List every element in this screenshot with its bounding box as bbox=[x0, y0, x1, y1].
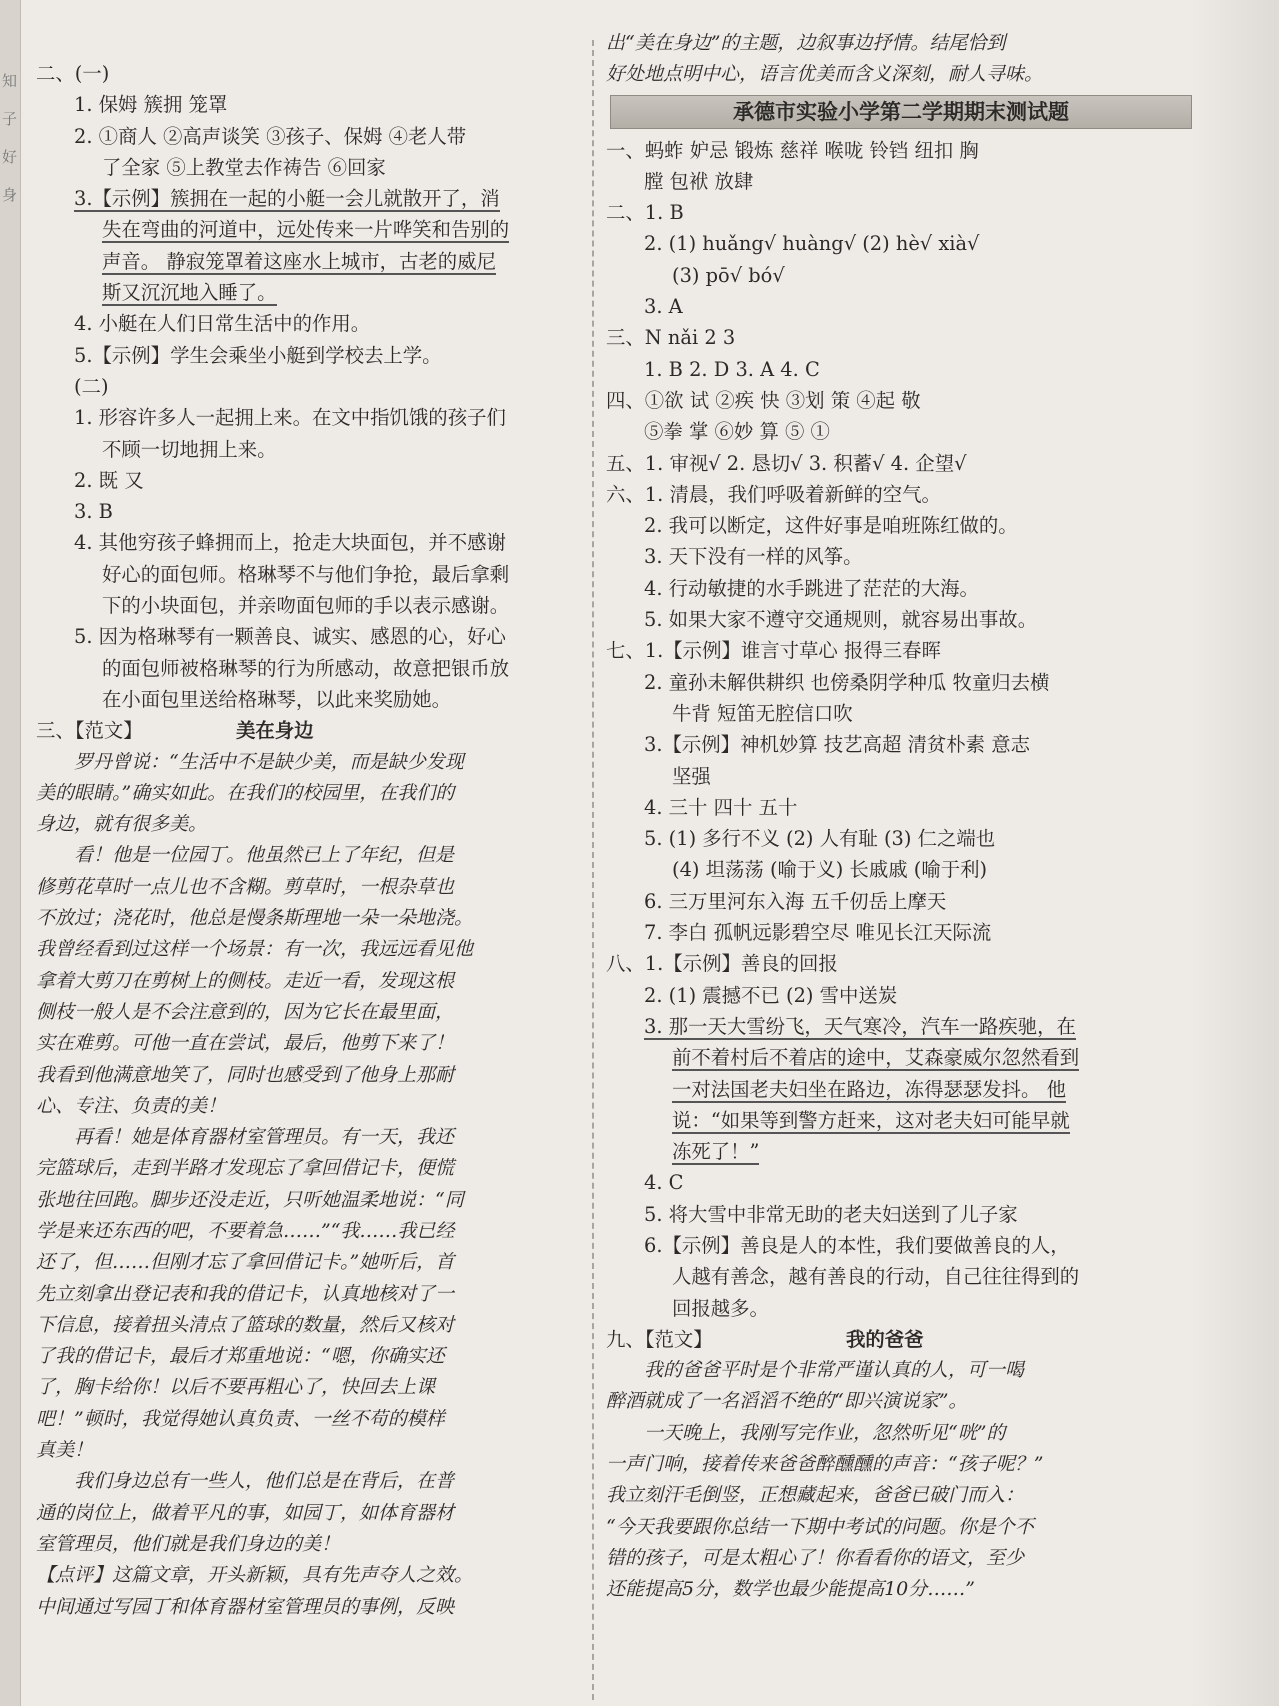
answer-line bbox=[606, 1074, 1206, 1105]
answer-line: 4. 行动敏捷的水手跳进了茫茫的大海。 bbox=[644, 576, 979, 600]
answer-line: 五、1. 审视√ 2. 恳切√ 3. 积蓄√ 4. 企望√ bbox=[606, 451, 967, 475]
answer-line: (4) 坦荡荡 (喻于义) 长戚戚 (喻于利) bbox=[672, 858, 988, 882]
answer-line: 5. (1) 多行不义 (2) 人有耻 (3) 仁之端也 bbox=[644, 827, 996, 851]
answer-line: 1. 形容许多人一起拥上来。在文中指饥饿的孩子们 bbox=[74, 406, 506, 430]
answer-line bbox=[36, 246, 584, 277]
answer-line: 一、蚂蚱 妒忌 锻炼 慈祥 喉咙 铃铛 纽扣 胸 bbox=[606, 138, 979, 162]
answer-line: 2. (1) huǎng√ huàng√ (2) hè√ xià√ bbox=[644, 232, 980, 256]
essay-line: 心、专注、负责的美！ bbox=[36, 1094, 227, 1117]
section-label: 九、【范文】 bbox=[606, 1327, 713, 1351]
essay-line: 侧枝一般人是不会注意到的，因为它长在最里面， bbox=[36, 1000, 455, 1023]
essay-header bbox=[606, 1324, 1206, 1355]
answer-line: 2. 童孙未解供耕织 也傍桑阴学种瓜 牧童归去横 bbox=[644, 670, 1050, 694]
answer-line bbox=[606, 1105, 1206, 1136]
essay-line: 我曾经看到过这样一个场景：有一次，我远远看见他 bbox=[36, 938, 474, 961]
comment-line: 好处地点明中心，语言优美而含义深刻，耐人寻味。 bbox=[606, 63, 1044, 86]
essay-line: 看！他是一位园丁。他虽然已上了年纪，但是 bbox=[74, 844, 455, 867]
essay-line: 了我的借记卡，最后才郑重地说：“嗯，你确实还 bbox=[36, 1345, 445, 1368]
essay-line: 错的孩子，可是太粗心了！你看看你的语文，至少 bbox=[606, 1546, 1025, 1569]
answer-line: 5.【示例】学生会乘坐小艇到学校去上学。 bbox=[74, 343, 442, 367]
essay-header bbox=[36, 715, 584, 746]
answer-line: 好心的面包师。格琳琴不与他们争抢，最后拿剩 bbox=[102, 562, 510, 586]
answer-line: 6. 三万里河东入海 五千仞岳上摩天 bbox=[644, 889, 947, 913]
essay-line: 再看！她是体育器材室管理员。有一天，我还 bbox=[74, 1126, 455, 1149]
answer-line: 3.【示例】神机妙算 技艺高超 清贫朴素 意志 bbox=[644, 733, 1031, 757]
answer-line: ⑤拳 掌 ⑥妙 算 ⑤ ① bbox=[644, 420, 830, 444]
answer-line: 4. C bbox=[644, 1171, 684, 1195]
essay-line: 实在难剪。可他一直在尝试，最后，他剪下来了！ bbox=[36, 1032, 455, 1055]
essay-line: 身边，就有很多美。 bbox=[36, 813, 208, 836]
page-curl-shadow bbox=[1189, 0, 1279, 1706]
answer-line: 7. 李白 孤帆远影碧空尽 唯见长江天际流 bbox=[644, 921, 992, 945]
essay-line: 我的爸爸平时是个非常严谨认真的人，可一喝 bbox=[644, 1359, 1025, 1382]
underlined-text: 声音。 静寂笼罩着这座水上城市，古老的威尼 bbox=[102, 249, 496, 273]
essay-line: 通的岗位上，做着平凡的事，如园丁，如体育器材 bbox=[36, 1501, 455, 1524]
essay-line: 我看到他满意地笑了，同时也感受到了他身上那耐 bbox=[36, 1063, 455, 1086]
left-column bbox=[36, 58, 584, 1623]
comment-line: 【点评】这篇文章，开头新颖，具有先声夺人之效。 bbox=[36, 1564, 474, 1587]
essay-line: 真美！ bbox=[36, 1439, 94, 1462]
essay-line: 我立刻汗毛倒竖，正想藏起来，爸爸已破门而入： bbox=[606, 1484, 1025, 1507]
answer-line: 膛 包袱 放肆 bbox=[644, 169, 754, 193]
margin-glyph: 身 bbox=[2, 186, 18, 204]
answer-line bbox=[36, 277, 584, 308]
answer-line: 5. 将大雪中非常无助的老夫妇送到了儿子家 bbox=[644, 1202, 1018, 1226]
right-column bbox=[606, 28, 1206, 1606]
answer-line: 坚强 bbox=[672, 764, 711, 788]
underlined-text: 斯又沉沉地入睡了。 bbox=[102, 281, 277, 305]
margin-glyph: 好 bbox=[2, 148, 18, 166]
essay-line: 一天晚上，我刚写完作业，忽然听见“咣”的 bbox=[644, 1421, 1006, 1444]
answer-line: 的面包师被格琳琴的行为所感动，故意把银币放 bbox=[102, 656, 510, 680]
answer-line: 2. (1) 震撼不已 (2) 雪中送炭 bbox=[644, 983, 898, 1007]
essay-title: 美在身边 bbox=[236, 719, 314, 743]
essay-line: 我们身边总有一些人，他们总是在背后，在普 bbox=[74, 1470, 455, 1493]
essay-line: 完篮球后，走到半路才发现忘了拿回借记卡，便慌 bbox=[36, 1157, 455, 1180]
essay-line: 还能提高5分，数学也最少能提高10分……” bbox=[606, 1578, 975, 1601]
essay-line: 醉酒就成了一名滔滔不绝的“即兴演说家”。 bbox=[606, 1390, 968, 1413]
answer-line bbox=[606, 1011, 1206, 1042]
answer-line bbox=[606, 1136, 1206, 1167]
answer-line: 4. 三十 四十 五十 bbox=[644, 795, 798, 819]
answer-line: 下的小块面包，并亲吻面包师的手以表示感谢。 bbox=[102, 594, 510, 618]
answer-line: 四、①欲 试 ②疾 快 ③划 策 ④起 敬 bbox=[606, 388, 921, 412]
margin-glyph: 子 bbox=[2, 110, 18, 128]
essay-line: 罗丹曾说：“生活中不是缺少美，而是缺少发现 bbox=[74, 750, 464, 773]
underlined-text: 失在弯曲的河道中，远处传来一片哗笑和告别的 bbox=[102, 218, 510, 242]
answer-line: 七、1.【示例】谁言寸草心 报得三春晖 bbox=[606, 639, 941, 663]
underlined-text: 3.【示例】簇拥在一起的小艇一会儿就散开了，消 bbox=[74, 187, 500, 211]
answer-line: (3) pō√ bó√ bbox=[672, 263, 785, 287]
answer-line: 2. 既 又 bbox=[74, 468, 144, 492]
underlined-text: 冻死了！” bbox=[672, 1140, 760, 1164]
answer-line: 5. 如果大家不遵守交通规则，就容易出事故。 bbox=[644, 608, 1038, 632]
essay-line: 了，胸卡给你！以后不要再粗心了，快回去上课 bbox=[36, 1376, 436, 1399]
answer-line: 4. 其他穷孩子蜂拥而上，抢走大块面包，并不感谢 bbox=[74, 531, 506, 555]
section-label: 三、【范文】 bbox=[36, 719, 143, 743]
answer-line: 人越有善念，越有善良的行动，自己往往得到的 bbox=[672, 1265, 1080, 1289]
essay-line: 不放过；浇花时，他总是慢条斯理地一朵一朵地浇。 bbox=[36, 907, 474, 930]
essay-line: 美的眼睛。”确实如此。在我们的校园里，在我们的 bbox=[36, 781, 455, 804]
answer-line: 八、1.【示例】善良的回报 bbox=[606, 952, 838, 976]
margin-glyph: 知 bbox=[2, 72, 18, 90]
essay-line: 学是来还东西的吧，不要着急……”“我……我已经 bbox=[36, 1219, 455, 1242]
answer-line: 六、1. 清晨，我们呼吸着新鲜的空气。 bbox=[606, 482, 941, 506]
answer-line: 二、1. B bbox=[606, 201, 684, 225]
underlined-text: 一对法国老夫妇坐在路边，冻得瑟瑟发抖。 他 bbox=[672, 1077, 1066, 1101]
answer-line: 1. B 2. D 3. A 4. C bbox=[644, 357, 820, 381]
answer-line: 3. A bbox=[644, 295, 683, 319]
answer-line: 不顾一切地拥上来。 bbox=[102, 437, 277, 461]
answer-line: 在小面包里送给格琳琴，以此来奖励她。 bbox=[102, 687, 452, 711]
column-divider bbox=[592, 40, 594, 1700]
essay-line: 拿着大剪刀在剪树上的侧枝。走近一看，发现这根 bbox=[36, 969, 455, 992]
answer-line: 回报越多。 bbox=[672, 1296, 769, 1320]
essay-line: 还了，但……但刚才忘了拿回借记卡。”她听后，首 bbox=[36, 1251, 455, 1274]
essay-line: 下信息，接着扭头清点了篮球的数量，然后又核对 bbox=[36, 1313, 455, 1336]
essay-line: 张地往回跑。脚步还没走近，只听她温柔地说：“同 bbox=[36, 1188, 464, 1211]
test-title-banner: 承德市实验小学第二学期期末测试题 bbox=[610, 95, 1192, 129]
essay-line: 一声门响，接着传来爸爸醉醺醺的声音：“孩子呢？” bbox=[606, 1453, 1044, 1476]
underlined-text: 前不着村后不着店的途中，艾森豪威尔忽然看到 bbox=[672, 1046, 1080, 1070]
answer-line: 了全家 ⑤上教堂去作祷告 ⑥回家 bbox=[102, 155, 386, 179]
previous-page-edge bbox=[0, 0, 21, 1706]
answer-line: 3. 天下没有一样的风筝。 bbox=[644, 545, 863, 569]
answer-line bbox=[36, 214, 584, 245]
answer-line bbox=[36, 183, 584, 214]
section-heading: 二、(一) bbox=[36, 62, 110, 85]
answer-line: 2. 我可以断定，这件好事是咱班陈红做的。 bbox=[644, 514, 1018, 538]
essay-title: 我的爸爸 bbox=[846, 1327, 924, 1351]
essay-line: 先立刻拿出登记表和我的借记卡，认真地核对了一 bbox=[36, 1282, 455, 1305]
answer-line: 牛背 短笛无腔信口吹 bbox=[672, 701, 853, 725]
answer-line bbox=[606, 1042, 1206, 1073]
essay-line: 修剪花草时一点儿也不含糊。剪草时，一根杂草也 bbox=[36, 875, 455, 898]
answer-line: 5. 因为格琳琴有一颗善良、诚实、感恩的心，好心 bbox=[74, 625, 506, 649]
underlined-text: 说：“如果等到警方赶来，这对老夫妇可能早就 bbox=[672, 1108, 1070, 1132]
answer-line: 2. ①商人 ②高声谈笑 ③孩子、保姆 ④老人带 bbox=[74, 124, 467, 148]
answer-line: 4. 小艇在人们日常生活中的作用。 bbox=[74, 312, 371, 336]
answer-line: 3. B bbox=[74, 500, 113, 524]
answer-line: 三、N nǎi 2 3 bbox=[606, 326, 736, 350]
essay-line: “今天我要跟你总结一下期中考试的问题。你是个不 bbox=[606, 1515, 1034, 1538]
comment-line: 中间通过写园丁和体育器材室管理员的事例，反映 bbox=[36, 1595, 455, 1618]
underlined-text: 3. 那一天大雪纷飞，天气寒冷，汽车一路疾驰，在 bbox=[644, 1014, 1076, 1038]
essay-line: 吧！”顿时，我觉得她认真负责、一丝不苟的模样 bbox=[36, 1407, 445, 1430]
section-heading: (二) bbox=[74, 374, 109, 398]
comment-line: 出“美在身边”的主题，边叙事边抒情。结尾恰到 bbox=[606, 32, 1006, 54]
answer-line: 6.【示例】善良是人的本性，我们要做善良的人， bbox=[644, 1233, 1070, 1257]
essay-line: 室管理员，他们就是我们身边的美！ bbox=[36, 1532, 341, 1555]
answer-line: 1. 保姆 簇拥 笼罩 bbox=[74, 93, 228, 117]
